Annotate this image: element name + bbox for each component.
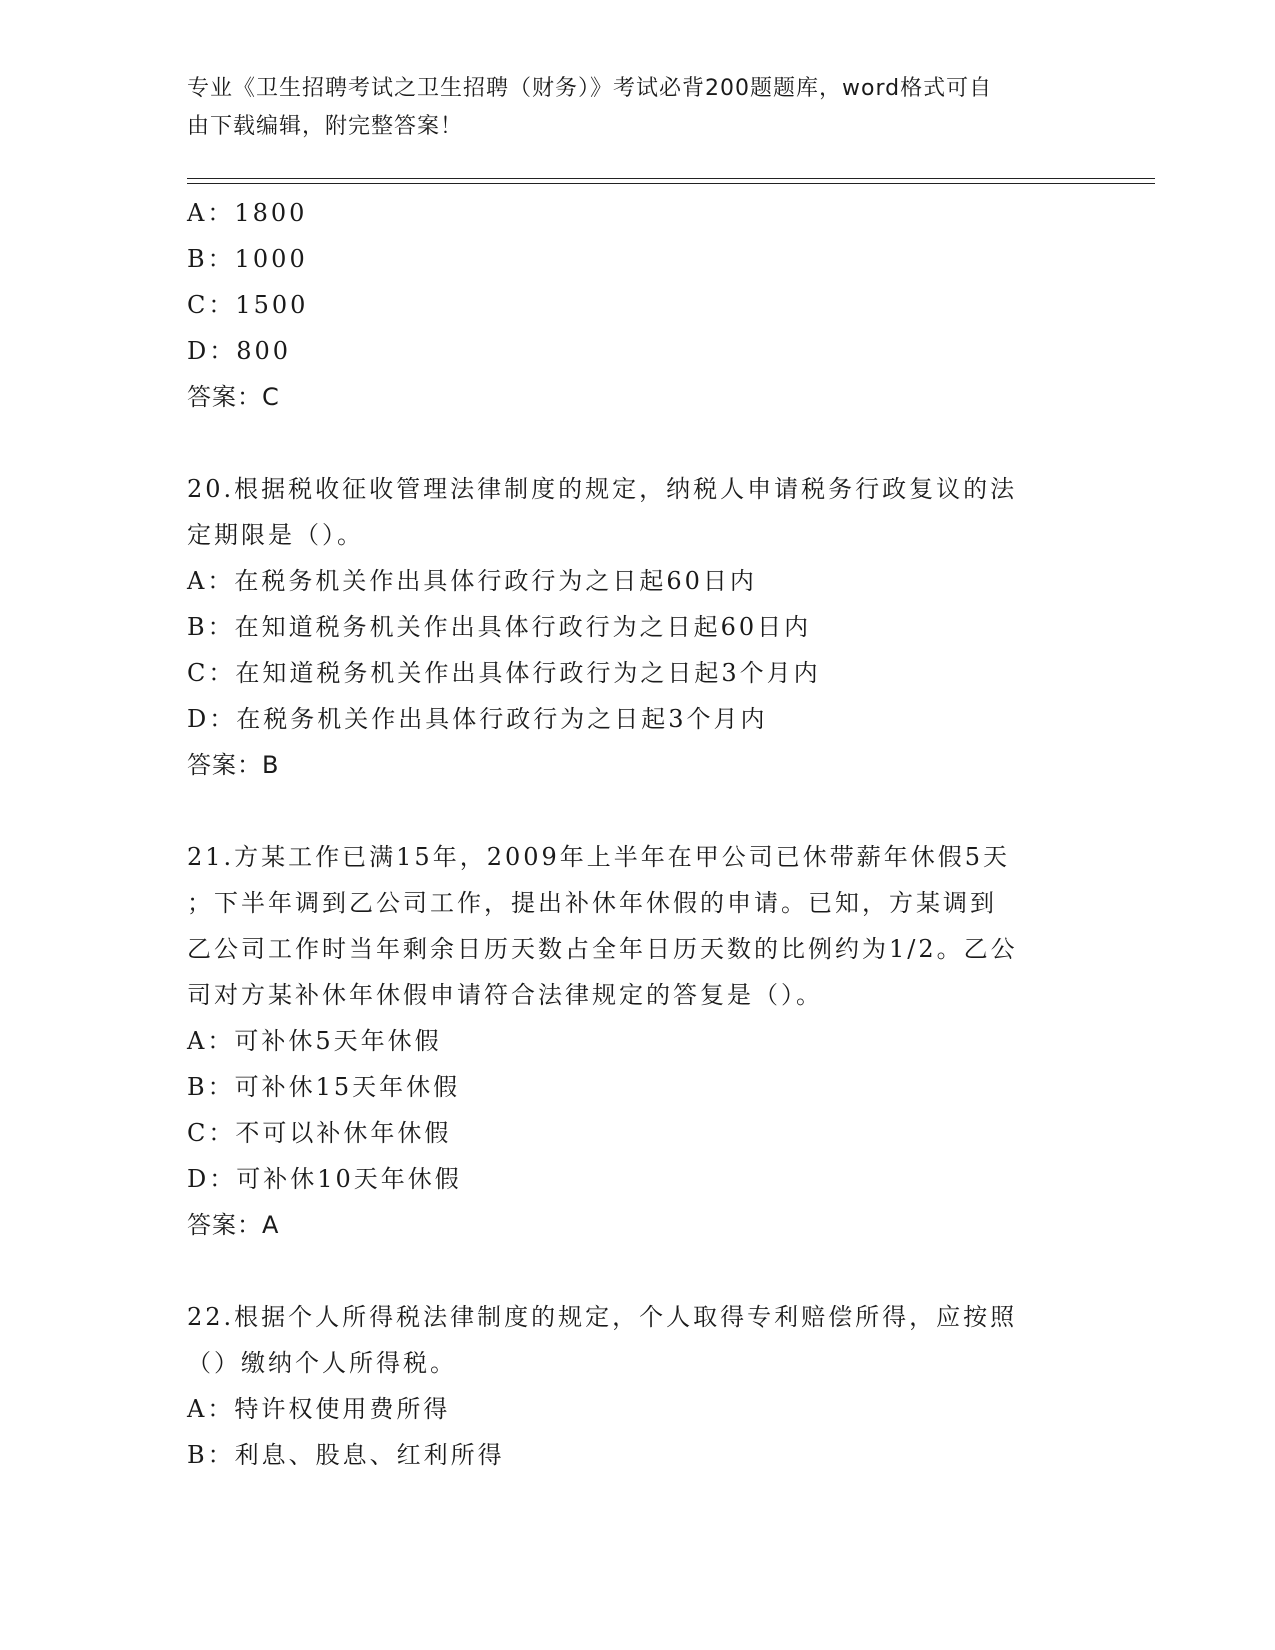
question-20 — [187, 466, 1087, 788]
question-stem-line: 定期限是（）。 — [187, 521, 364, 549]
option-d: D：800 — [187, 337, 292, 365]
question-stem-line: 21.方某工作已满15年，2009年上半年在甲公司已休带薪年休假5天 — [187, 843, 1011, 871]
option-a: A：特许权使用费所得 — [187, 1395, 451, 1423]
question-stem-line: 20.根据税收征收管理法律制度的规定，纳税人申请税务行政复议的法 — [187, 475, 1018, 503]
option-b: B：1000 — [187, 245, 308, 273]
spacer — [187, 788, 1087, 834]
question-21 — [187, 834, 1087, 1248]
question-stem-line: 22.根据个人所得税法律制度的规定，个人取得专利赔偿所得，应按照 — [187, 1303, 1018, 1331]
option-d: D：在税务机关作出具体行政行为之日起3个月内 — [187, 705, 768, 733]
option-b: B：可补休15天年休假 — [187, 1073, 461, 1101]
option-c: C：不可以补休年休假 — [187, 1119, 452, 1147]
answer-line: 答案：B — [187, 751, 280, 779]
question-stem-line: ；下半年调到乙公司工作，提出补休年休假的申请。已知，方某调到 — [187, 889, 997, 917]
header-title-line-2: 由下载编辑，附完整答案！ — [187, 114, 464, 139]
answer-line: 答案：A — [187, 1211, 280, 1239]
option-c: C：1500 — [187, 291, 309, 319]
header-title-line-1: 专业《卫生招聘考试之卫生招聘（财务）》考试必背200题题库，word格式可自 — [187, 76, 993, 101]
spacer — [187, 420, 1087, 466]
option-a: A：1800 — [187, 199, 308, 227]
option-b: B：在知道税务机关作出具体行政行为之日起60日内 — [187, 613, 812, 641]
document-body — [187, 190, 1087, 1478]
option-d: D：可补休10天年休假 — [187, 1165, 462, 1193]
option-c: C：在知道税务机关作出具体行政行为之日起3个月内 — [187, 659, 821, 687]
document-header — [187, 70, 1067, 146]
header-divider — [187, 178, 1155, 184]
question-stem-line: 乙公司工作时当年剩余日历天数占全年日历天数的比例约为1/2。乙公 — [187, 935, 1018, 963]
answer-line: 答案：C — [187, 383, 280, 411]
spacer — [187, 1248, 1087, 1294]
option-a: A：可补休5天年休假 — [187, 1027, 442, 1055]
option-b: B：利息、股息、红利所得 — [187, 1441, 505, 1469]
question-19-tail — [187, 190, 1087, 420]
question-22 — [187, 1294, 1087, 1478]
question-stem-line: 司对方某补休年休假申请符合法律规定的答复是（）。 — [187, 981, 823, 1009]
question-stem-line: （）缴纳个人所得税。 — [187, 1349, 457, 1377]
option-a: A：在税务机关作出具体行政行为之日起60日内 — [187, 567, 757, 595]
